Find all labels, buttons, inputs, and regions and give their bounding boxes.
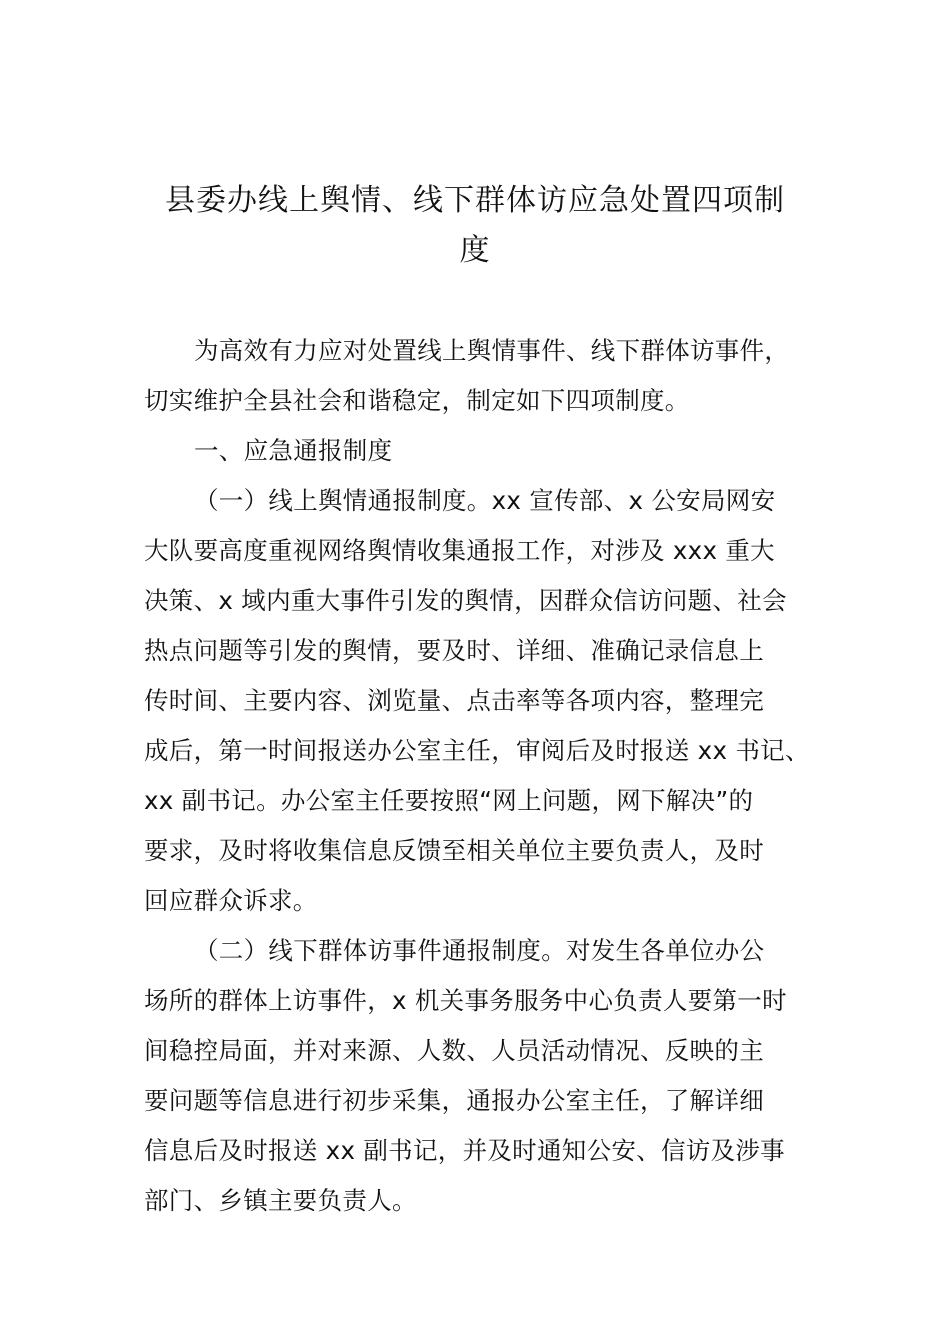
- section-heading: 一、应急通报制度: [194, 436, 393, 465]
- body-line: 回应群众诉求。: [144, 886, 318, 915]
- body-line: 成后，第一时间报送办公室主任，审阅后及时报送 xx 书记、: [144, 736, 810, 765]
- title-line: 度: [459, 233, 491, 268]
- body-line: 为高效有力应对处置线上舆情事件、线下群体访事件，: [194, 336, 790, 365]
- body-line: 切实维护全县社会和谐稳定，制定如下四项制度。: [144, 386, 690, 415]
- body-line: （一）线上舆情通报制度。xx 宣传部、x 公安局网安: [194, 486, 776, 515]
- body-line: 大队要高度重视网络舆情收集通报工作，对涉及 xxx 重大: [144, 536, 775, 565]
- body-line: 要求，及时将收集信息反馈至相关单位主要负责人，及时: [144, 836, 764, 865]
- body-line: 间稳控局面，并对来源、人数、人员活动情况、反映的主: [144, 1036, 764, 1065]
- body-line: 场所的群体上访事件，x 机关事务服务中心负责人要第一时: [144, 986, 787, 1015]
- body-line: 传时间、主要内容、浏览量、点击率等各项内容，整理完: [144, 686, 764, 715]
- body-line: 热点问题等引发的舆情，要及时、详细、准确记录信息上: [144, 636, 764, 665]
- body-line: 要问题等信息进行初步采集，通报办公室主任，了解详细: [144, 1086, 764, 1115]
- document-title: [120, 176, 830, 276]
- body-line: （二）线下群体访事件通报制度。对发生各单位办公: [194, 936, 765, 965]
- title-line: 县委办线上舆情、线下群体访应急处置四项制: [165, 183, 785, 218]
- body-line: 决策、x 域内重大事件引发的舆情，因群众信访问题、社会: [144, 586, 787, 615]
- body-line: xx 副书记。办公室主任要按照“网上问题，网下解决”的: [144, 786, 754, 815]
- document-body: [144, 326, 844, 1226]
- body-line: 信息后及时报送 xx 副书记，并及时通知公安、信访及涉事: [144, 1136, 785, 1165]
- body-line: 部门、乡镇主要负责人。: [144, 1186, 417, 1215]
